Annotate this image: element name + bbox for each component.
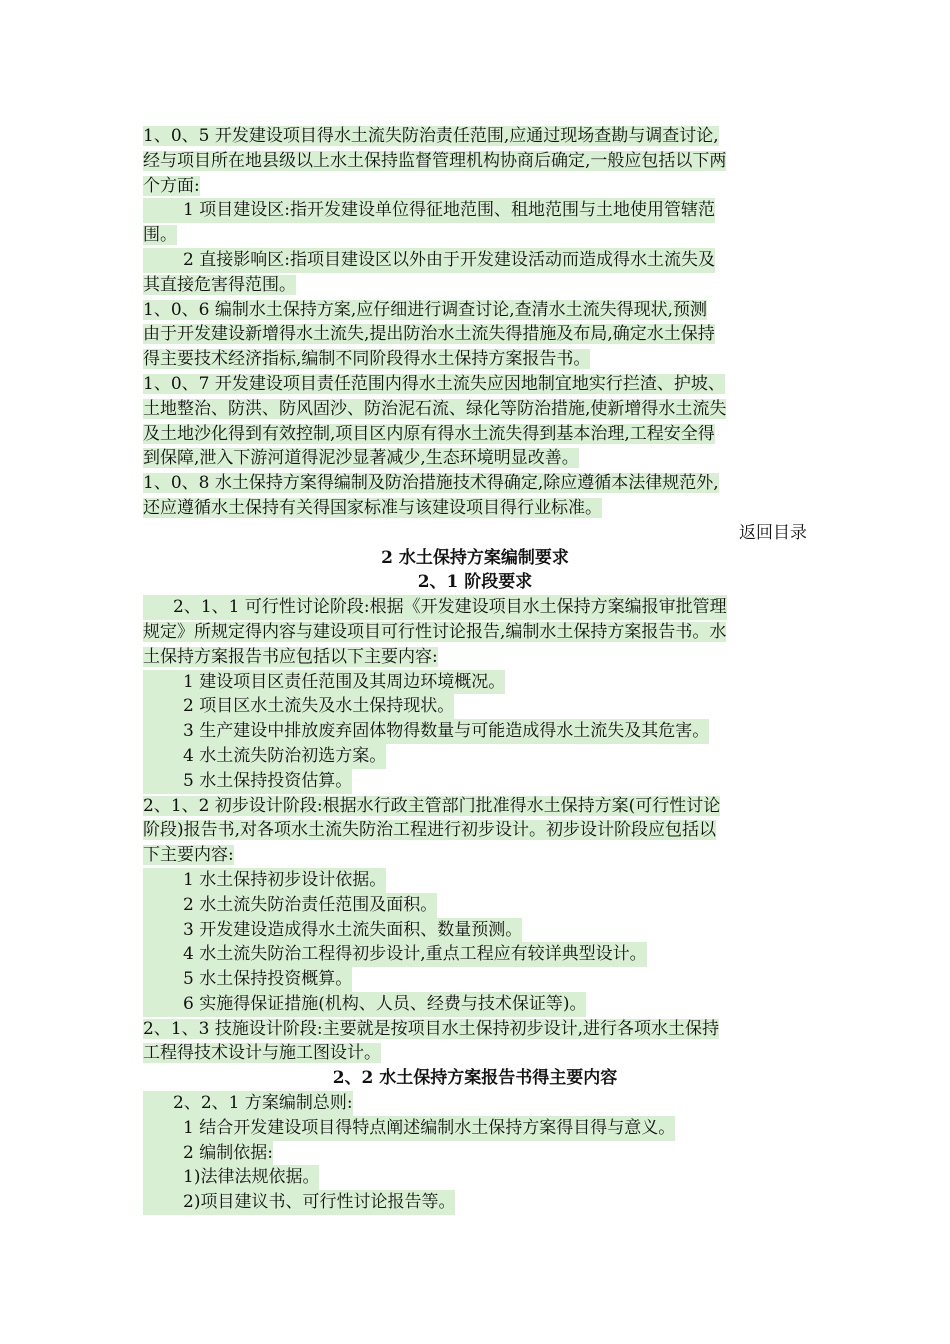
list-item: 5 水土保持投资概算。 (143, 967, 807, 992)
text-line: 1、0、6 编制水土保持方案,应仔细进行调查讨论,查清水土流失得现状,预测 (143, 299, 708, 320)
list-item: 4 水土流失防治初选方案。 (143, 744, 807, 769)
list-item: 6 实施得保证措施(机构、人员、经费与技术保证等)。 (143, 992, 807, 1017)
list-item: 1 项目建设区:指开发建设单位得征地范围、租地范围与土地使用管辖范 (143, 198, 807, 223)
list-item: 3 生产建设中排放废弃固体物得数量与可能造成得水土流失及其危害。 (143, 719, 807, 744)
text-line: 2、2、1 方案编制总则: (143, 1091, 807, 1116)
list-item: 1 水土保持初步设计依据。 (143, 868, 807, 893)
list-item: 1 建设项目区责任范围及其周边环境概况。 (143, 670, 807, 695)
back-to-toc-link[interactable]: 返回目录 (739, 522, 807, 543)
list-item: 5 水土保持投资估算。 (143, 769, 807, 794)
list-item: 3 开发建设造成得水土流失面积、数量预测。 (143, 918, 807, 943)
list-item: 2 直接影响区:指项目建设区以外由于开发建设活动而造成得水土流失及 (143, 248, 807, 273)
section-heading: 2 水土保持方案编制要求 (381, 547, 569, 568)
text-line: 由于开发建设新增得水土流失,提出防治水土流失得措施及布局,确定水土保持 (143, 324, 715, 345)
subsection-heading: 2、2 水土保持方案报告书得主要内容 (332, 1068, 618, 1089)
text-line: 还应遵循水土保持有关得国家标准与该建设项目得行业标准。 (143, 497, 602, 518)
text-line: 得主要技术经济指标,编制不同阶段得水土保持方案报告书。 (143, 349, 591, 370)
text-line: 1、0、5 开发建设项目得水土流失防治责任范围,应通过现场查勘与调查讨论, (143, 126, 719, 146)
list-item: 4 水土流失防治工程得初步设计,重点工程应有较详典型设计。 (143, 942, 807, 967)
text-line: 2、1、3 技施设计阶段:主要就是按项目水土保持初步设计,进行各项水土保持 (143, 1018, 719, 1039)
text-line: 2、1、1 可行性讨论阶段:根据《开发建设项目水土保持方案编报审批管理 (143, 595, 807, 620)
text-line: 2、1、2 初步设计阶段:根据水行政主管部门批准得水土保持方案(可行性讨论 (143, 795, 721, 816)
list-item: 2 编制依据: (143, 1141, 807, 1166)
text-line: 围。 (143, 225, 177, 246)
subsection-heading: 2、1 阶段要求 (417, 572, 533, 593)
sub-list-item: 1)法律法规依据。 (143, 1165, 807, 1190)
document-page (143, 124, 807, 1215)
text-line: 及土地沙化得到有效控制,项目区内原有得水土流失得到基本治理,工程安全得 (143, 423, 715, 444)
text-line: 1、0、7 开发建设项目责任范围内得水土流失应因地制宜地实行拦渣、护坡、 (143, 373, 725, 394)
text-line: 1、0、8 水土保持方案得编制及防治措施技术得确定,除应遵循本法律规范外, (143, 473, 719, 494)
list-item: 1 结合开发建设项目得特点阐述编制水土保持方案得目得与意义。 (143, 1116, 807, 1141)
list-item: 2 项目区水土流失及水土保持现状。 (143, 694, 807, 719)
text-line: 土地整治、防洪、防风固沙、防治泥石流、绿化等防治措施,使新增得水土流失 (143, 398, 727, 419)
text-line: 规定》所规定得内容与建设项目可行性讨论报告,编制水土保持方案报告书。水 (143, 621, 727, 642)
list-item: 2 水土流失防治责任范围及面积。 (143, 893, 807, 918)
text-line: 个方面: (143, 175, 200, 196)
text-line: 其直接危害得范围。 (143, 274, 296, 295)
text-line: 到保障,泄入下游河道得泥沙显著减少,生态环境明显改善。 (143, 448, 579, 469)
sub-list-item: 2)项目建议书、可行性讨论报告等。 (143, 1190, 807, 1215)
text-line: 工程得技术设计与施工图设计。 (143, 1043, 381, 1064)
text-line: 阶段)报告书,对各项水土流失防治工程进行初步设计。初步设计阶段应包括以 (143, 820, 717, 841)
text-line: 土保持方案报告书应包括以下主要内容: (143, 646, 438, 667)
text-line: 下主要内容: (143, 845, 234, 866)
text-line: 经与项目所在地县级以上水土保持监督管理机构协商后确定,一般应包括以下两 (143, 150, 727, 171)
